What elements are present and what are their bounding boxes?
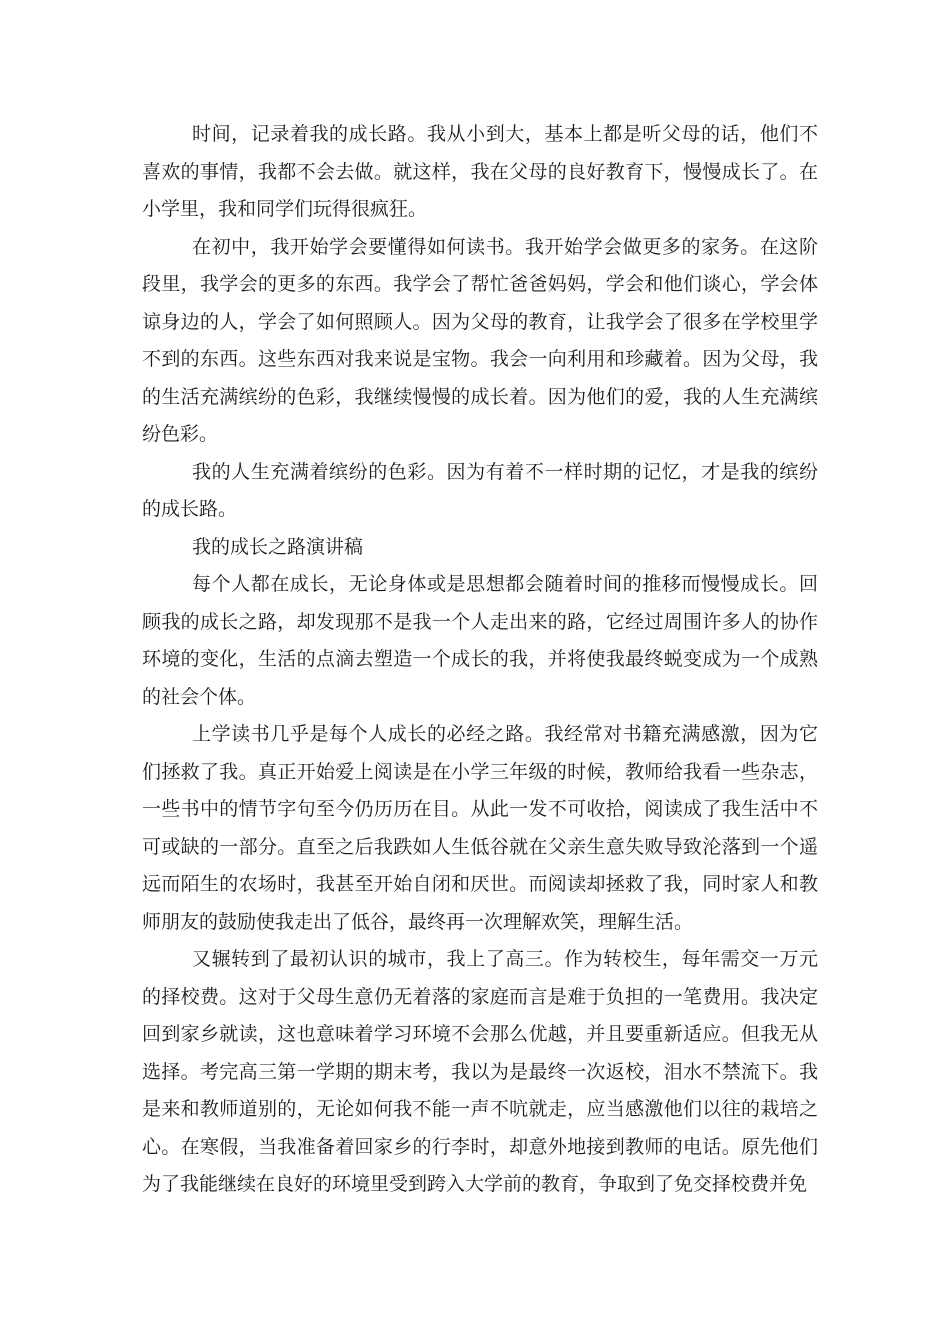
paragraph: 每个人都在成长，无论身体或是思想都会随着时间的推移而慢慢成长。回顾我的成长之路，却发现那不是我一个人走出来的路，它经过周围许多人的协作环境的变化，生活的点滴去塑造一个成长的我，并将使我最终蜕变成为一个成熟的社会个体。	[142, 573, 818, 708]
paragraph: 时间，记录着我的成长路。我从小到大，基本上都是听父母的话，他们不喜欢的事情，我都不会去做。就这样，我在父母的良好教育下，慢慢成长了。在小学里，我和同学们玩得很疯狂。	[142, 123, 818, 220]
paragraph: 我的人生充满着缤纷的色彩。因为有着不一样时期的记忆，才是我的缤纷的成长路。	[142, 460, 818, 520]
document-body	[142, 116, 818, 1204]
paragraph: 又辗转到了最初认识的城市，我上了高三。作为转校生，每年需交一万元的择校费。这对于父母生意仍无着落的家庭而言是难于负担的一笔费用。我决定回到家乡就读，这也意味着学习环境不会那么优越，并且要重新适应。但我无从选择。考完高三第一学期的期末考，我以为是最终一次返校，泪水不禁流下。我是来和教师道别的，无论如何我不能一声不吭就走，应当感激他们以往的栽培之心。在寒假，当我准备着回家乡的行李时，却意外地接到教师的电话。原先他们为了我能继续在良好的环境里受到跨入大学前的教育，争取到了免交择校费并免	[142, 948, 818, 1195]
paragraph: 在初中，我开始学会要懂得如何读书。我开始学会做更多的家务。在这阶段里，我学会的更多的东西。我学会了帮忙爸爸妈妈，学会和他们谈心，学会体谅身边的人，学会了如何照顾人。因为父母的教育，让我学会了很多在学校里学不到的东西。这些东西对我来说是宝物。我会一向利用和珍藏着。因为父母，我的生活充满缤纷的色彩，我继续慢慢的成长着。因为他们的爱，我的人生充满缤纷色彩。	[142, 235, 818, 445]
paragraph: 上学读书几乎是每个人成长的必经之路。我经常对书籍充满感激，因为它们拯救了我。真正开始爱上阅读是在小学三年级的时候，教师给我看一些杂志，一些书中的情节字句至今仍历历在目。从此一发不可收拾，阅读成了我生活中不可或缺的一部分。直至之后我跌如人生低谷就在父亲生意失败导致沦落到一个遥远而陌生的农场时，我甚至开始自闭和厌世。而阅读却拯救了我，同时家人和教师朋友的鼓励使我走出了低谷，最终再一次理解欢笑，理解生活。	[142, 723, 818, 933]
section-heading: 我的成长之路演讲稿	[192, 535, 364, 558]
